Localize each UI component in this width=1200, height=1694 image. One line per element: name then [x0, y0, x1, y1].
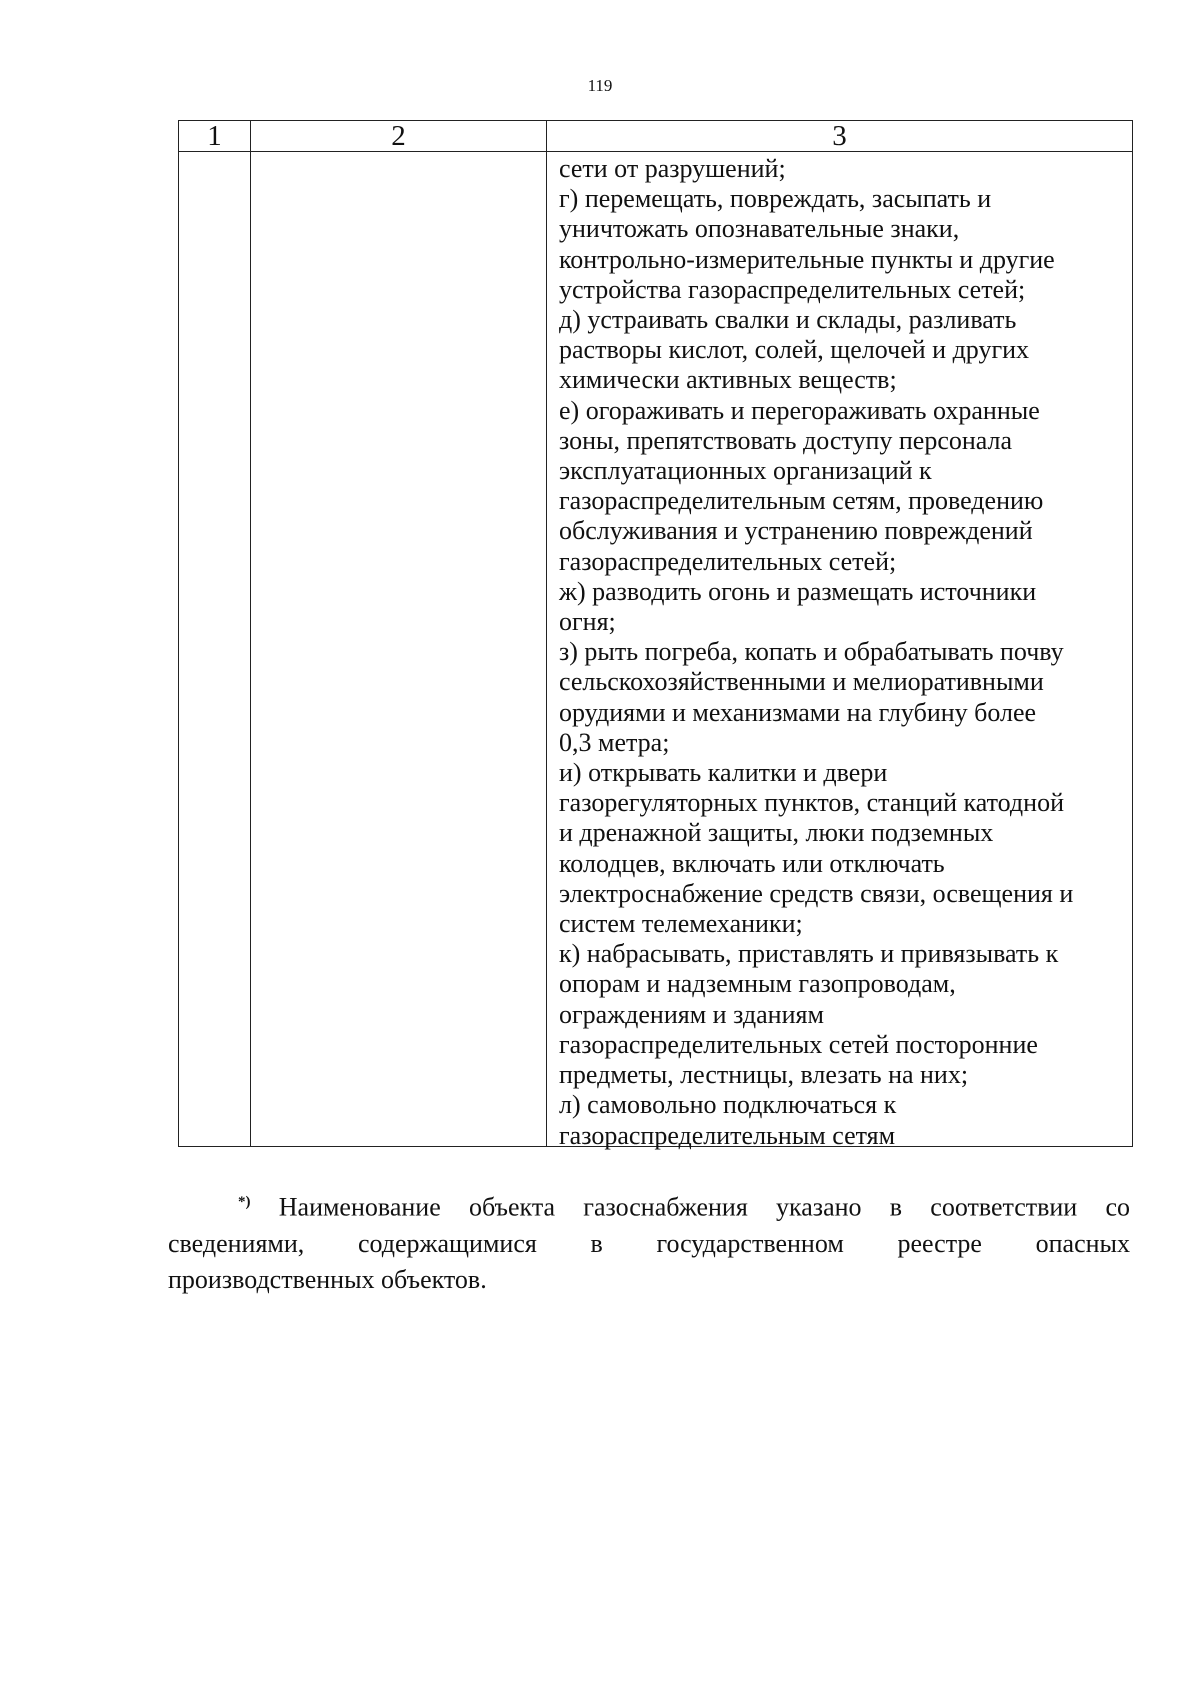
- footnote-line-2: сведениями, содержащимися в государственном реестре опасных: [168, 1228, 1130, 1258]
- list-item-line: газораспределительным сетям: [559, 1120, 896, 1150]
- list-item-line: 0,3 метра;: [559, 727, 670, 757]
- document-table: [178, 120, 1133, 1150]
- list-item-line: растворы кислот, солей, щелочей и других: [559, 335, 1030, 365]
- column-header-1: 1: [179, 121, 251, 152]
- list-item-line: газораспределительных сетей посторонние: [559, 1029, 1038, 1059]
- list-item-line: е) огораживать и перегораживать охранные: [559, 395, 1040, 425]
- table-row: [179, 152, 1133, 1147]
- list-item-line: колодцев, включать или отключать: [559, 848, 945, 878]
- table-cell-col1: [179, 152, 251, 1147]
- list-item-line: и) открывать калитки и двери: [559, 758, 888, 788]
- column-header-2: 2: [251, 121, 547, 152]
- list-item-line: ограждениям и зданиям: [559, 999, 824, 1029]
- table-cell-col3: [547, 152, 1133, 1150]
- list-item-line: эксплуатационных организаций к: [559, 456, 932, 486]
- list-item-line: устройства газораспределительных сетей;: [559, 274, 1026, 304]
- footnote-line-1: [168, 1184, 1130, 1226]
- list-item-line: газорегуляторных пунктов, станций катодной: [559, 788, 1064, 818]
- list-item-line: г) перемещать, повреждать, засыпать и: [559, 184, 992, 214]
- footnote: [168, 1184, 1130, 1298]
- list-item-line: химически активных веществ;: [559, 365, 897, 395]
- list-item-line: л) самовольно подключаться к: [559, 1090, 897, 1120]
- list-item-line: опорам и надземным газопроводам,: [559, 969, 956, 999]
- footnote-line-3: производственных объектов.: [168, 1264, 487, 1294]
- column-header-3: 3: [547, 121, 1133, 152]
- list-item-line: зоны, препятствовать доступу персонала: [559, 425, 1013, 455]
- list-item-line: огня;: [559, 607, 616, 637]
- list-item-line: сельскохозяйственными и мелиоративными: [559, 667, 1044, 697]
- list-item-line: д) устраивать свалки и склады, разливать: [559, 305, 1017, 335]
- list-item-line: уничтожать опознавательные знаки,: [559, 214, 960, 244]
- list-item-line: электроснабжение средств связи, освещения и: [559, 878, 1074, 908]
- list-item-line: к) набрасывать, приставлять и привязывать к: [559, 939, 1059, 969]
- prohibitions-list: [547, 152, 1132, 1150]
- list-item-line: ж) разводить огонь и размещать источники: [559, 576, 1037, 606]
- list-item-line: контрольно-измерительные пункты и другие: [559, 244, 1055, 274]
- list-item-line: систем телемеханики;: [559, 909, 803, 939]
- list-item-line: газораспределительных сетей;: [559, 546, 897, 576]
- list-item-line: орудиями и механизмами на глубину более: [559, 697, 1037, 727]
- table-header-row: [179, 121, 1133, 152]
- list-item-line: предметы, лестницы, влезать на них;: [559, 1060, 969, 1090]
- table-cell-col2: [251, 152, 547, 1147]
- list-item-line: обслуживания и устранению повреждений: [559, 516, 1033, 546]
- list-item-line: и дренажной защиты, люки подземных: [559, 818, 994, 848]
- page-number: 119: [587, 76, 613, 95]
- footnote-text-1: Наименование объекта газоснабжения указано в соответствии со: [278, 1192, 1130, 1222]
- list-item-line: сети от разрушений;: [559, 154, 786, 183]
- footnote-marker: *): [238, 1194, 251, 1210]
- list-item-line: газораспределительным сетям, проведению: [559, 486, 1044, 516]
- list-item-line: з) рыть погреба, копать и обрабатывать почву: [559, 637, 1064, 667]
